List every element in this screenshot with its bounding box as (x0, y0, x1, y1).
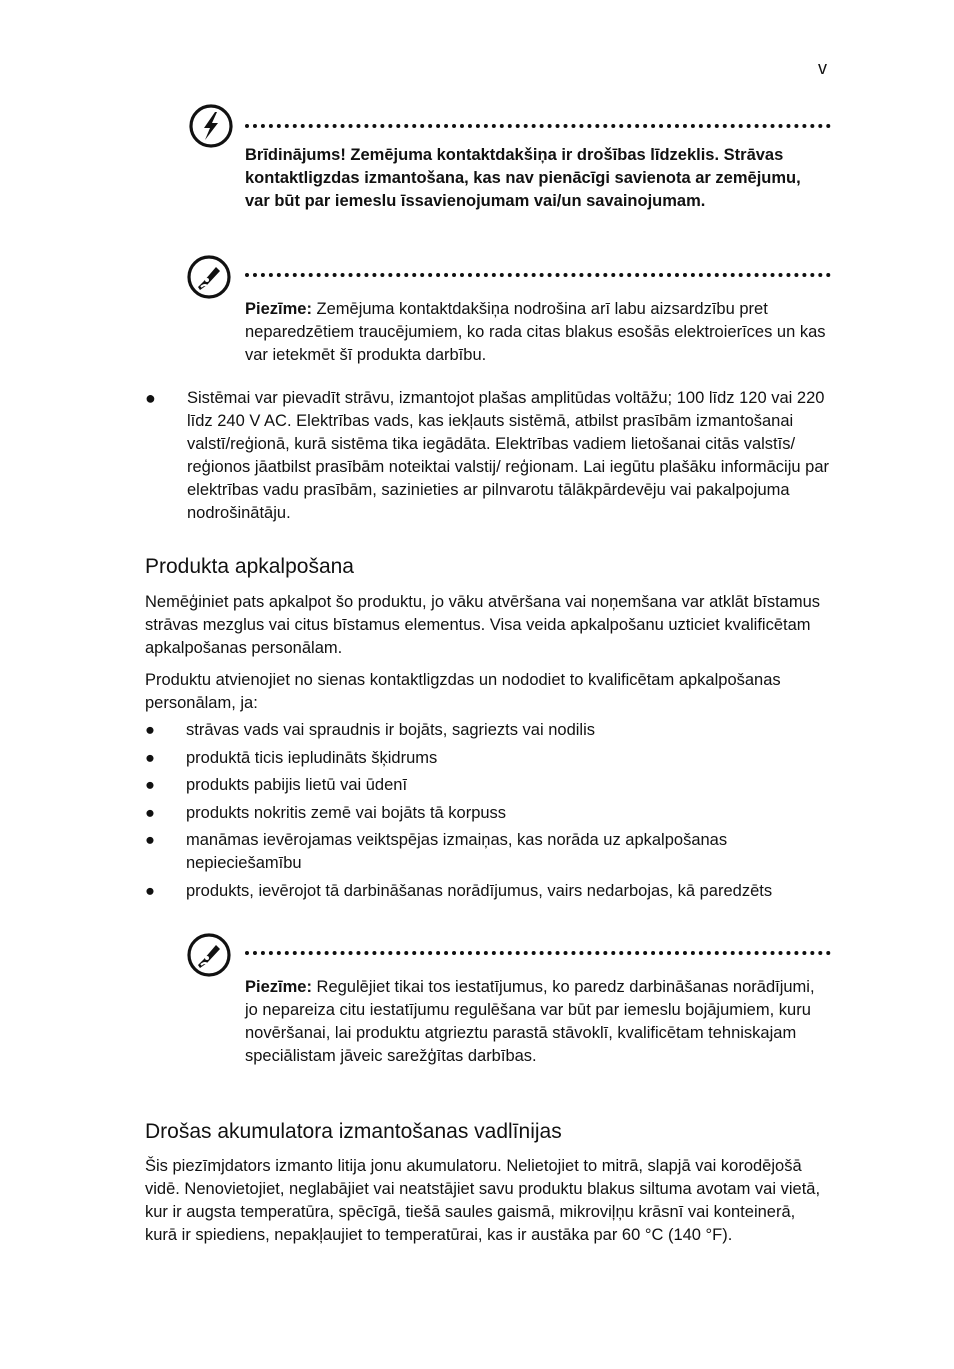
list-item-text: produktā ticis iepludināts šķidrums (186, 748, 438, 767)
note-text (245, 298, 830, 367)
warning-text: Brīdinājums! Zemējuma kontaktdakšiņa ir drošības līdzeklis. Strāvas kontaktligzdas izmantošana, kas nav pienācīgi savienota ar zemējumu, var būt par iemeslu īssavienojumam vai/un savainojumam. (245, 146, 801, 210)
list-item-text: manāmas ievērojamas veiktspējas izmaiņas, kas norāda uz apkalpošanas nepieciešamību (186, 831, 728, 872)
list-item-text: produkts pabijis lietū vai ūdenī (186, 776, 408, 794)
note-body: Regulējiet tikai tos iestatījumus, ko paredz darbināšanas norādījumi, jo nepareiza citu iestatījumu regulēšana var būt par iemeslu bojājumiem, kuru novēršanai, lai produktu atgrieztu parastā stāvoklī, kvalificētam tehniskajam speciālistam jāveic sarežģītas darbības. (245, 978, 815, 1065)
list-item (145, 719, 805, 742)
page-number: v (818, 58, 827, 78)
section-heading-battery: Drošas akumulatora izmantošanas vadlīnijas (145, 1120, 562, 1143)
list-item (145, 774, 805, 797)
bullet: ● (145, 776, 155, 794)
callout-divider (245, 951, 831, 955)
section-heading-service: Produkta apkalpošana (145, 555, 354, 578)
bullet: ● (145, 881, 155, 900)
note-body: Zemējuma kontaktdakšiņa nodrošina arī labu aizsardzību pret neparedzētiem traucējumiem, ko rada citas blakus esošās elektroierīces un kas var ietekmēt šī produkta darbību. (245, 300, 826, 364)
note-pen-icon (186, 932, 232, 978)
list-item (145, 880, 805, 903)
list-item-text: strāvas vads vai spraudnis ir bojāts, sagriezts vai nodilis (186, 721, 596, 739)
bullet: ● (145, 803, 155, 822)
callout-divider (245, 273, 831, 277)
list-item (145, 829, 805, 875)
list-item-text: produkts, ievērojot tā darbināšanas norādījumus, vairs nedarbojas, kā paredzēts (186, 881, 773, 900)
service-paragraph-2: Produktu atvienojiet no sienas kontaktligzdas un nododiet to kvalificētam apkalpošanas personālam, ja: (145, 671, 781, 712)
list-item (145, 747, 805, 770)
callout-divider (245, 124, 831, 128)
power-bullet-text: Sistēmai var pievadīt strāvu, izmantojot plašas amplitūdas voltāžu; 100 līdz 120 vai 220 līdz 240 V AC. Elektrības vads, kas iekļauts sistēmā, atbilst prasībām izmantošanai valstī/reģionā, kurā sistēma tika iegādāta. Elektrības vadiem lietošanai citās valstīs/ reģionos jāatbilst prasībām noteiktai valstij/ reģionam. Lai iegūtu plašāku informāciju par elektrības vadu prasībām, sazinieties ar pilnvarotu tālākpārdevēju vai pakalpojuma nodrošinātāju. (187, 389, 830, 522)
note-text (245, 976, 830, 1068)
list-item (145, 802, 805, 825)
battery-paragraph: Šis piezīmjdators izmanto litija jonu akumulatoru. Nelietojiet to mitrā, slapjā vai korodējošā vidē. Nenovietojiet, neglabājiet vai neatstājiet savu produktu blakus siltuma avotam vai vietā, kur ir augsta temperatūra, spēcīgā, tiešā saules gaismā, mikroviļņu krāsnī vai konteinerā, kurā ir spiediens, nepakļaujiet to temperatūrai, kas ir austāka par 60 °C (140 °F). (145, 1157, 821, 1244)
note-pen-icon (186, 254, 232, 300)
bullet: ● (145, 748, 155, 767)
list-item-text: produkts nokritis zemē vai bojāts tā korpuss (186, 803, 507, 822)
lightning-icon (188, 103, 234, 149)
bullet: ● (145, 831, 155, 849)
bullet: ● (145, 388, 156, 408)
service-bullet-list (145, 719, 805, 907)
note-label: Piezīme: (245, 300, 312, 318)
note-label: Piezīme: (245, 978, 312, 996)
bullet: ● (145, 721, 155, 739)
service-paragraph-1: Nemēģiniet pats apkalpot šo produktu, jo vāku atvēršana vai noņemšana var atklāt bīstamus strāvas mezglus vai citus bīstamus elementus. Visa veida apkalpošanu uzticiet kvalificētam apkalpošanas personālam. (145, 593, 821, 657)
